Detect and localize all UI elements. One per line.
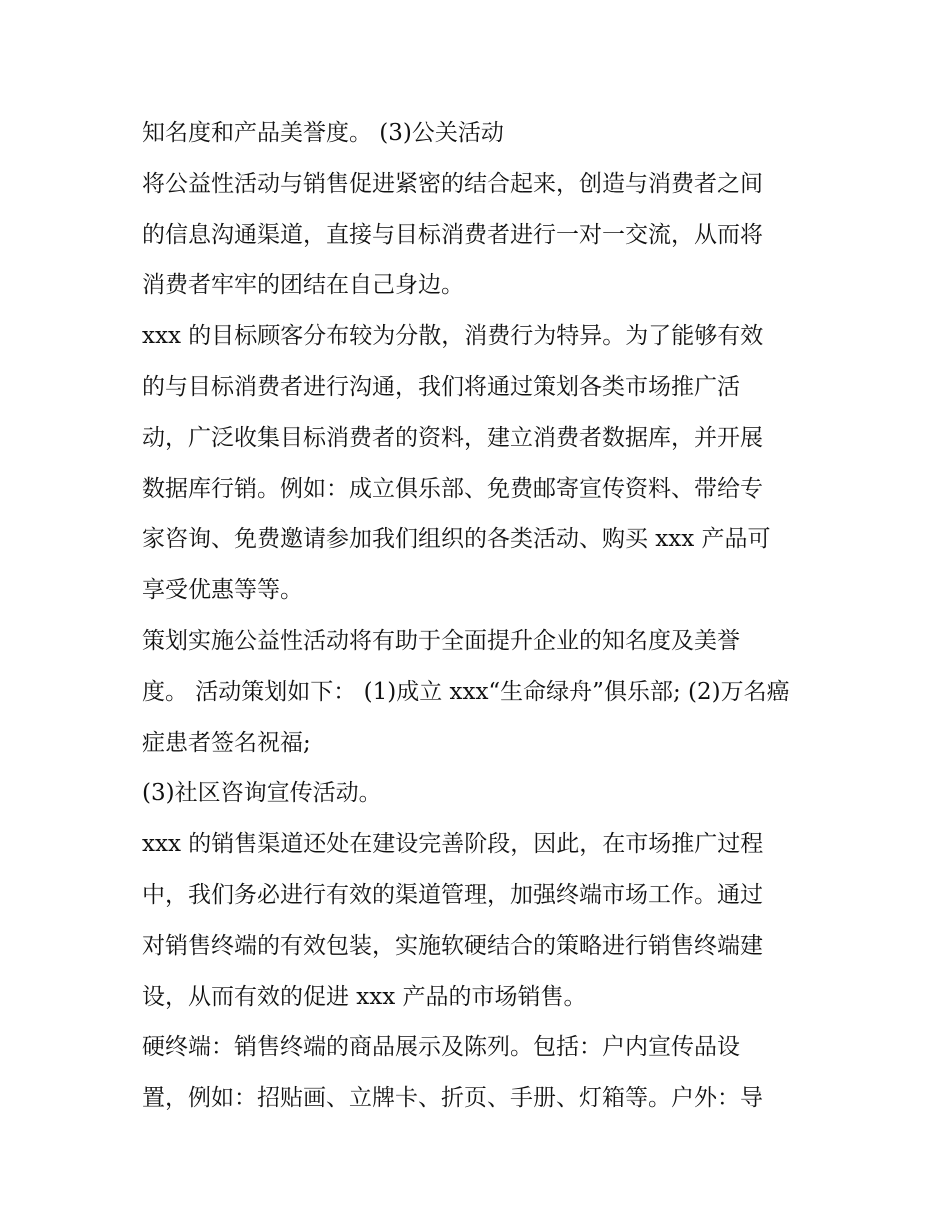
text-line: 消费者牢牢的团结在自己身边。 [142, 272, 464, 299]
text-line: 的信息沟通渠道，直接与目标消费者进行一对一交流，从而将 [142, 221, 763, 248]
document-body [142, 108, 822, 1124]
text-line: 将公益性活动与销售促进紧密的结合起来，创造与消费者之间 [142, 170, 763, 197]
text-line: 对销售终端的有效包装，实施软硬结合的策略进行销售终端建 [142, 932, 763, 959]
text-line: 享受优惠等等。 [142, 577, 303, 604]
text-line: 硬终端：销售终端的商品展示及陈列。包括：户内宣传品设 [142, 1034, 740, 1061]
text-line: 度。 活动策划如下： (1)成立 xxx“生命绿舟”俱乐部; (2)万名癌 [142, 678, 790, 705]
text-line: xxx 的目标顾客分布较为分散，消费行为特异。为了能够有效 [142, 323, 764, 350]
text-line: 策划实施公益性活动将有助于全面提升企业的知名度及美誉 [142, 627, 740, 654]
text-line: 中，我们务必进行有效的渠道管理，加强终端市场工作。通过 [142, 881, 763, 908]
text-line: 家咨询、免费邀请参加我们组织的各类活动、购买 xxx 产品可 [142, 526, 771, 553]
text-line: 知名度和产品美誉度。 (3)公关活动 [142, 120, 504, 146]
text-line: 的与目标消费者进行沟通，我们将通过策划各类市场推广活 [142, 373, 740, 400]
text-line: 症患者签名祝福; [142, 729, 311, 756]
text-line: 设，从而有效的促进 xxx 产品的市场销售。 [142, 983, 587, 1010]
text-line: 数据库行销。例如：成立俱乐部、免费邮寄宣传资料、带给专 [142, 475, 763, 502]
text-line: xxx 的销售渠道还处在建设完善阶段，因此，在市场推广过程 [142, 831, 764, 858]
text-line: (3)社区咨询宣传活动。 [142, 780, 382, 807]
text-line: 动，广泛收集目标消费者的资料，建立消费者数据库，并开展 [142, 424, 763, 451]
text-line: 置，例如：招贴画、立牌卡、折页、手册、灯箱等。户外：导 [142, 1085, 763, 1112]
